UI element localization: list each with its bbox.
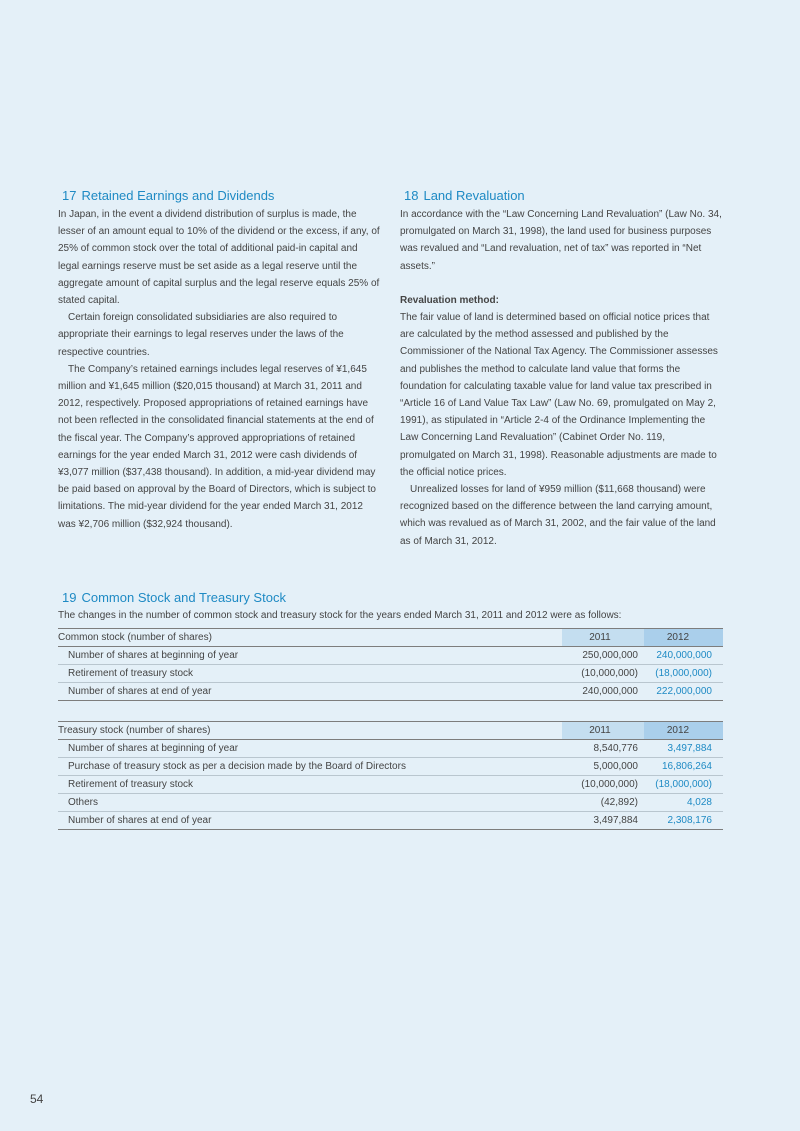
table-row [58,665,723,683]
section-19-heading [62,590,723,605]
value-2012: 3,497,884 [644,740,723,758]
section-17-heading [62,188,380,203]
table-row [58,683,723,701]
row-label: Purchase of treasury stock as per a decision made by the Board of Directors [58,758,562,776]
section-17-paragraph-3: The Company’s retained earnings includes legal reserves of ¥1,645 million and ¥1,645 million ($20,015 thousand) at March 31, 2011 and 2012, respectively. Proposed appropriations of retained earnings have not been reflected in the consolidated financial statements at the end of the fiscal year. The Company’s approved appropriations of retained earnings for the year ended March 31, 2012 were cash dividends of ¥3,077 million ($37,438 thousand). In addition, a mid-year dividend may be paid based on approval by the Board of Directors, which is subject to limitations. The mid-year dividend for the year ended March 31, 2012 was ¥2,706 million ($32,924 thousand). [58,363,376,530]
treasury-stock-year-2012: 2012 [644,722,723,740]
section-17-paragraph-1: In Japan, in the event a dividend distribution of surplus is made, the lesser of an amount equal to 10% of the dividend or the excess, if any, of 25% of common stock over the total of additional paid-in capital and legal earnings reserve must be set aside as a legal reserve until the aggregate amount of capital surplus and the legal reserve equals 25% of stated capital. [58,209,380,307]
table-row [58,647,723,665]
common-stock-year-2011: 2011 [562,629,644,647]
value-2011: (10,000,000) [562,776,644,794]
section-19-intro: The changes in the number of common stock and treasury stock for the years ended March 31, 2011 and 2012 were as follows: [58,610,622,621]
row-label: Retirement of treasury stock [58,776,562,794]
row-label: Number of shares at beginning of year [58,740,562,758]
section-18-title: Land Revaluation [423,188,525,203]
section-18 [400,188,722,550]
treasury-stock-year-2011: 2011 [562,722,644,740]
value-2012: 2,308,176 [644,812,723,830]
table-row [58,740,723,758]
revaluation-method-heading: Revaluation method: [400,294,499,306]
treasury-stock-table [58,721,723,830]
value-2012: (18,000,000) [644,776,723,794]
section-18-heading [404,188,722,203]
section-18-paragraph-1: In accordance with the “Law Concerning Land Revaluation” (Law No. 34, promulgated on March 31, 1998), the land used for business purposes was revalued and “Land revaluation, net of tax” was reported in “Net assets.” [400,209,722,272]
value-2011: (10,000,000) [562,665,644,683]
section-17 [58,188,380,533]
section-19 [58,590,723,830]
common-stock-header-row [58,629,723,647]
table-row [58,758,723,776]
row-label: Number of shares at beginning of year [58,647,562,665]
value-2012: 16,806,264 [644,758,723,776]
section-19-number: 19 [62,590,77,605]
row-label: Number of shares at end of year [58,683,562,701]
common-stock-year-2012: 2012 [644,629,723,647]
value-2011: (42,892) [562,794,644,812]
value-2012: 222,000,000 [644,683,723,701]
value-2012: 240,000,000 [644,647,723,665]
section-19-title: Common Stock and Treasury Stock [81,590,286,605]
treasury-stock-header-row [58,722,723,740]
page-number: 54 [30,1092,44,1106]
value-2012: (18,000,000) [644,665,723,683]
common-stock-header: Common stock (number of shares) [58,629,562,647]
value-2011: 240,000,000 [562,683,644,701]
value-2011: 3,497,884 [562,812,644,830]
table-row [58,794,723,812]
value-2011: 250,000,000 [562,647,644,665]
table-row [58,812,723,830]
section-17-title: Retained Earnings and Dividends [81,188,275,203]
treasury-stock-header: Treasury stock (number of shares) [58,722,562,740]
section-17-number: 17 [62,188,77,203]
row-label: Number of shares at end of year [58,812,562,830]
section-18-number: 18 [404,188,419,203]
table-row [58,776,723,794]
common-stock-table [58,628,723,701]
value-2012: 4,028 [644,794,723,812]
row-label: Retirement of treasury stock [58,665,562,683]
value-2011: 8,540,776 [562,740,644,758]
row-label: Others [58,794,562,812]
section-18-paragraph-2: The fair value of land is determined based on official notice prices that are calculated by the method assessed and published by the Commissioner of the National Tax Agency. The Commissioner assesses and publishes the method to calculate land value that forms the foundation for calculating taxable value for land value tax prescribed in “Article 16 of Land Value Tax Law” (Law No. 69, promulgated on May 2, 1991), as stipulated in “Article 2-4 of the Ordinance Implementing the Law Concerning Land Revaluation” (Cabinet Order No. 119, promulgated on March 31, 1998). Reasonable adjustments are made to the official notice prices. [400,312,718,478]
value-2011: 5,000,000 [562,758,644,776]
section-17-paragraph-2: Certain foreign consolidated subsidiaries are also required to appropriate their earnings to legal reserves under the laws of the respective countries. [58,312,344,358]
section-18-paragraph-3: Unrealized losses for land of ¥959 million ($11,668 thousand) were recognized based on the difference between the land carrying amount, which was revalued as of March 31, 2002, and the fair value of the land as of March 31, 2012. [400,484,716,547]
